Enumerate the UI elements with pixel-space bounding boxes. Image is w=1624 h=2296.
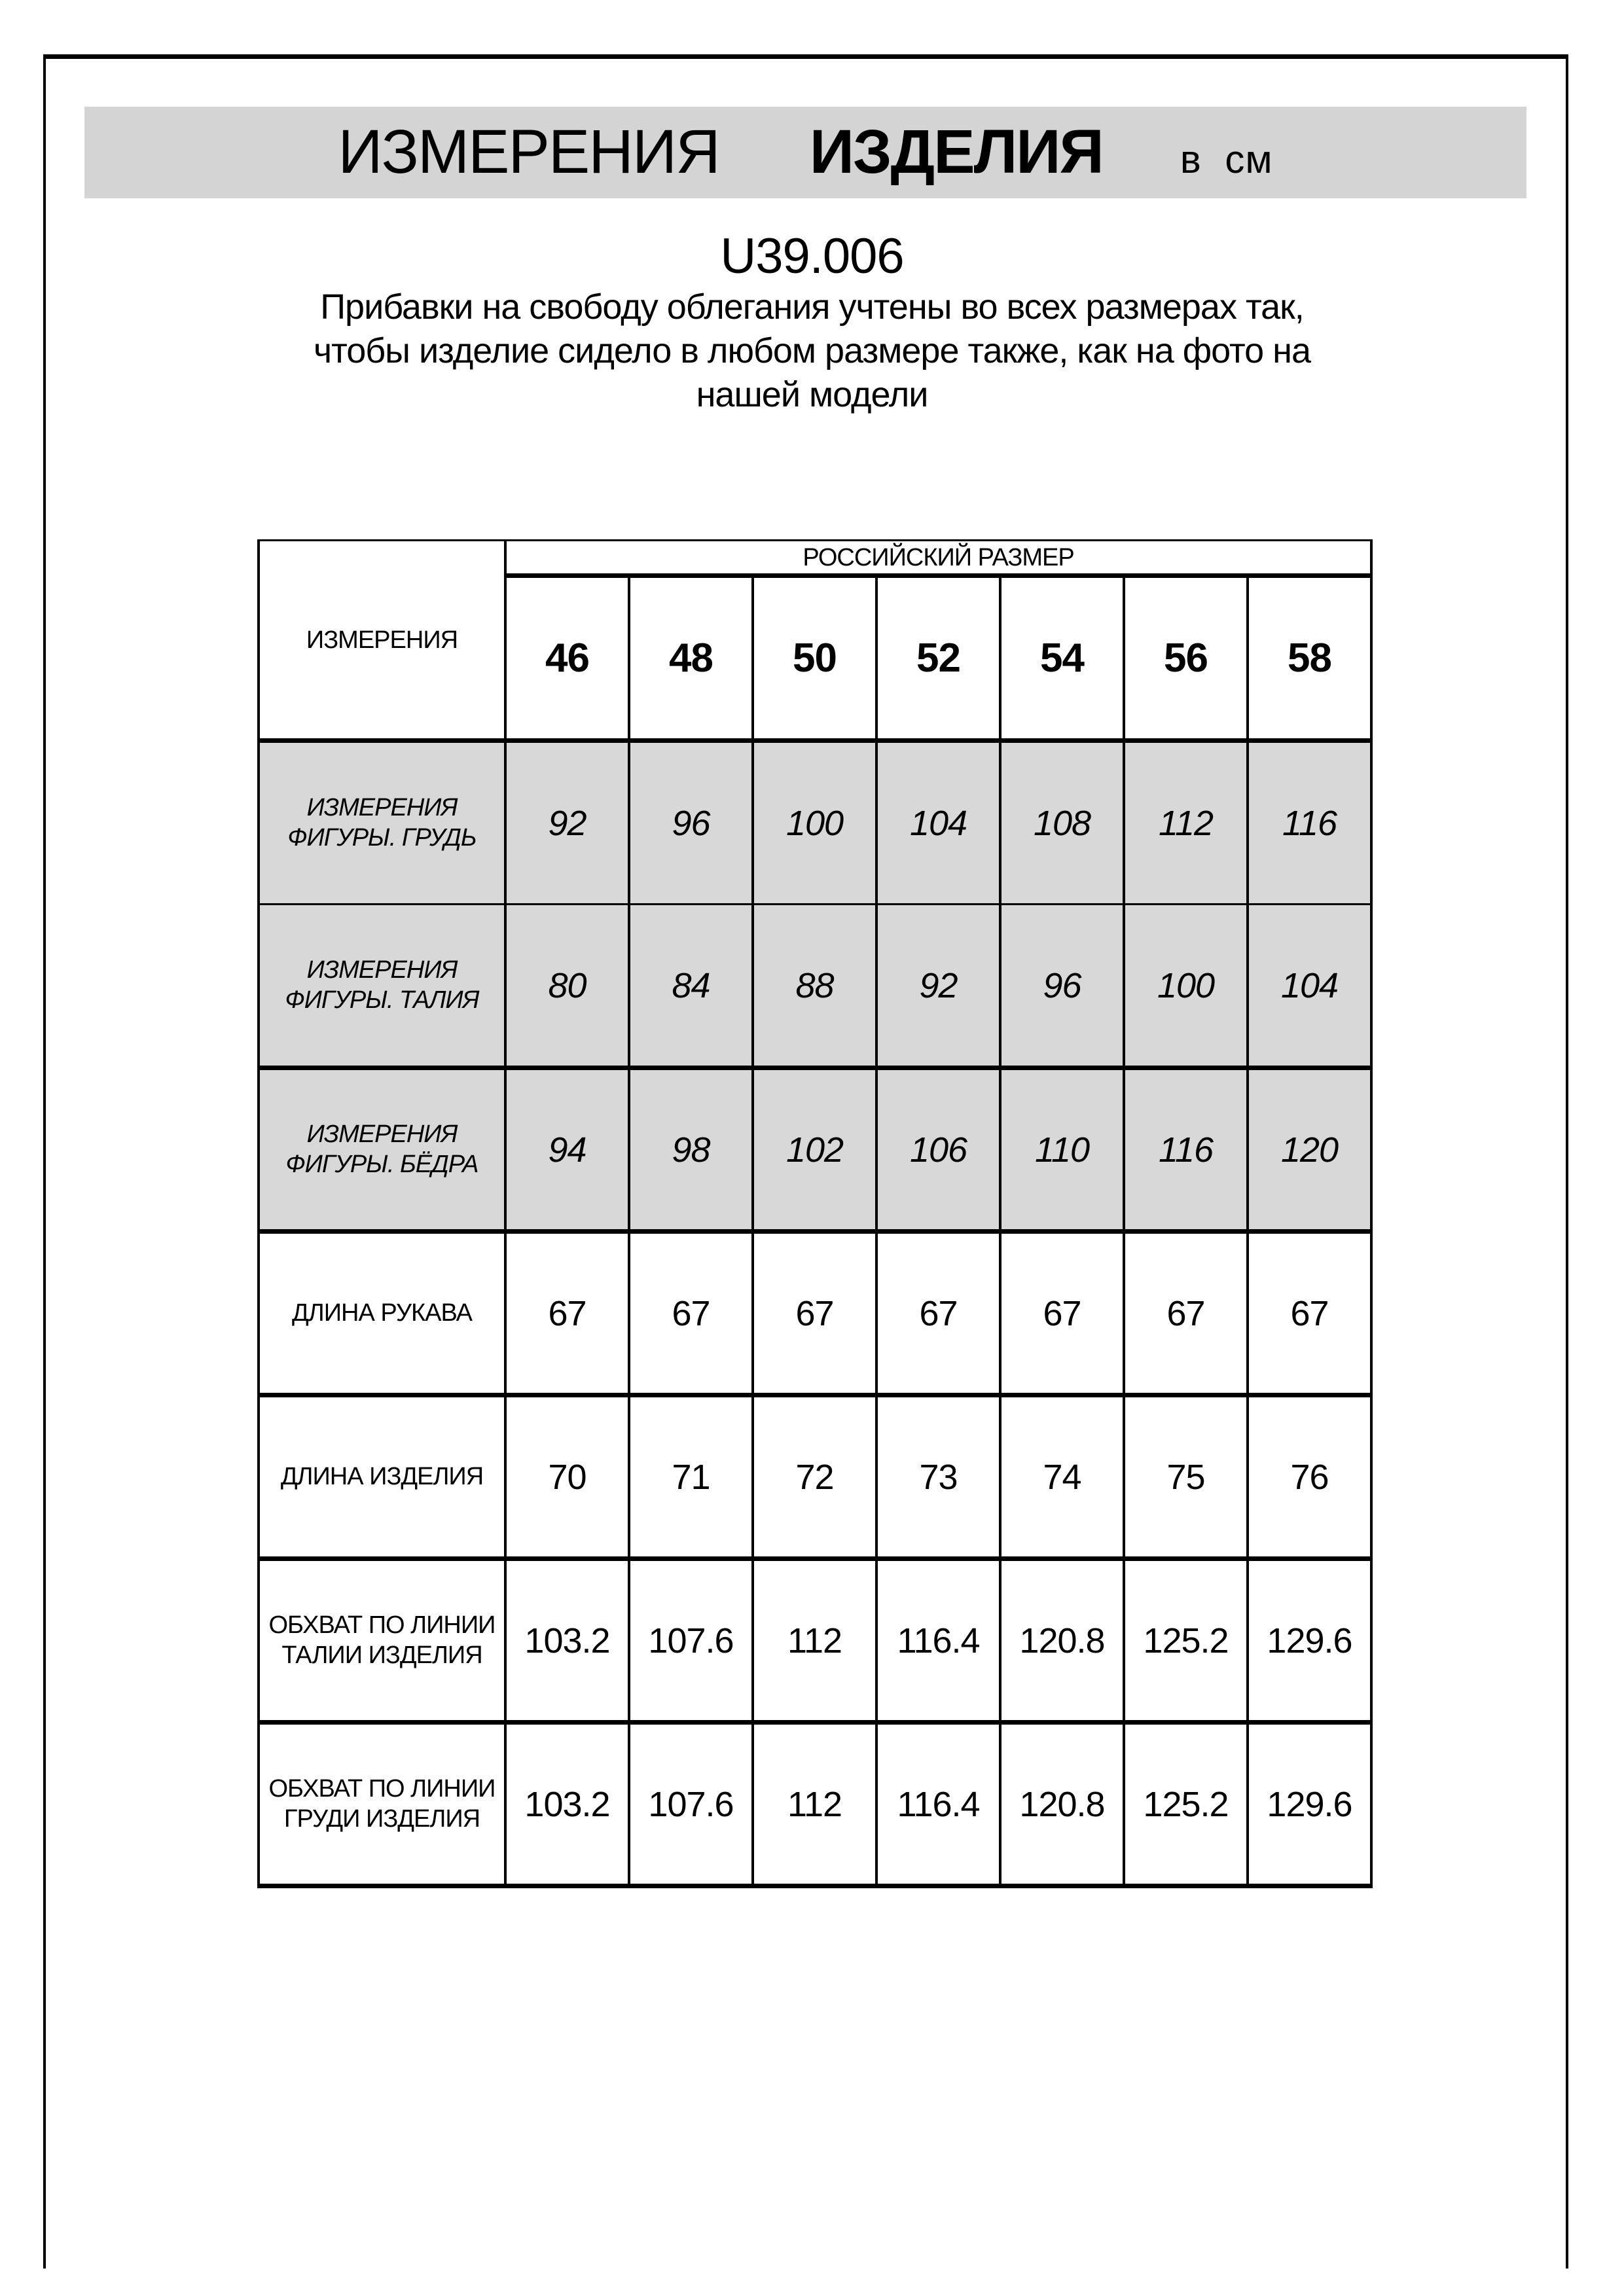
value-cell: 98 <box>629 1068 753 1232</box>
fit-note-line-3: нашей модели <box>696 375 928 414</box>
value-cell: 67 <box>629 1232 753 1395</box>
value-cell: 92 <box>505 741 629 905</box>
value-cell: 74 <box>1000 1395 1124 1559</box>
value-cell: 92 <box>876 905 1000 1068</box>
value-cell: 67 <box>1248 1232 1371 1395</box>
value-cell: 100 <box>753 741 876 905</box>
value-cell: 112 <box>753 1559 876 1723</box>
size-cell: 58 <box>1248 576 1371 741</box>
value-cell: 67 <box>876 1232 1000 1395</box>
value-cell: 112 <box>1124 741 1248 905</box>
value-cell: 112 <box>753 1723 876 1886</box>
size-cell: 54 <box>1000 576 1124 741</box>
value-cell: 103.2 <box>505 1559 629 1723</box>
value-cell: 104 <box>1248 905 1371 1068</box>
value-cell: 129.6 <box>1248 1559 1371 1723</box>
value-cell: 96 <box>629 741 753 905</box>
group-header-cell: РОССИЙСКИЙ РАЗМЕР <box>505 541 1371 576</box>
table-row-item-length <box>259 1395 1371 1559</box>
value-cell: 110 <box>1000 1068 1124 1232</box>
value-cell: 67 <box>505 1232 629 1395</box>
value-cell: 116 <box>1124 1068 1248 1232</box>
value-cell: 103.2 <box>505 1723 629 1886</box>
value-cell: 125.2 <box>1124 1559 1248 1723</box>
value-cell: 120.8 <box>1000 1723 1124 1886</box>
size-cell: 52 <box>876 576 1000 741</box>
product-code: U39.006 <box>720 228 904 284</box>
table-row-sleeve-length <box>259 1232 1371 1395</box>
value-cell: 71 <box>629 1395 753 1559</box>
value-cell: 116 <box>1248 741 1371 905</box>
value-cell: 80 <box>505 905 629 1068</box>
value-cell: 76 <box>1248 1395 1371 1559</box>
value-cell: 108 <box>1000 741 1124 905</box>
value-cell: 102 <box>753 1068 876 1232</box>
row-label: ОБХВАТ ПО ЛИНИИ ТАЛИИ ИЗДЕЛИЯ <box>259 1559 505 1723</box>
value-cell: 120 <box>1248 1068 1371 1232</box>
value-cell: 94 <box>505 1068 629 1232</box>
title-banner <box>84 107 1526 198</box>
value-cell: 84 <box>629 905 753 1068</box>
row-label: ОБХВАТ ПО ЛИНИИ ГРУДИ ИЗДЕЛИЯ <box>259 1723 505 1886</box>
table-row-chest-girth <box>259 1723 1371 1886</box>
value-cell: 129.6 <box>1248 1723 1371 1886</box>
value-cell: 67 <box>1124 1232 1248 1395</box>
fit-note <box>0 285 1624 417</box>
value-cell: 88 <box>753 905 876 1068</box>
value-cell: 116.4 <box>876 1559 1000 1723</box>
corner-header-cell: ИЗМЕРЕНИЯ <box>259 541 505 741</box>
table-row-figure-chest <box>259 741 1371 905</box>
value-cell: 75 <box>1124 1395 1248 1559</box>
value-cell: 67 <box>1000 1232 1124 1395</box>
fit-note-line-2: чтобы изделие сидело в любом размере также, как на фото на <box>313 331 1311 370</box>
row-label: ДЛИНА РУКАВА <box>259 1232 505 1395</box>
value-cell: 107.6 <box>629 1559 753 1723</box>
table-row-waist-girth <box>259 1559 1371 1723</box>
table-row-figure-hips <box>259 1068 1371 1232</box>
row-label: ИЗМЕРЕНИЯ ФИГУРЫ. ТАЛИЯ <box>259 905 505 1068</box>
size-cell: 48 <box>629 576 753 741</box>
value-cell: 107.6 <box>629 1723 753 1886</box>
size-cell: 56 <box>1124 576 1248 741</box>
value-cell: 100 <box>1124 905 1248 1068</box>
value-cell: 106 <box>876 1068 1000 1232</box>
size-cell: 50 <box>753 576 876 741</box>
table-row-figure-waist <box>259 905 1371 1068</box>
page-title-measurements: ИЗМЕРЕНИЯ <box>338 117 719 187</box>
size-cell: 46 <box>505 576 629 741</box>
fit-note-line-1: Прибавки на свободу облегания учтены во всех размерах так, <box>320 287 1304 327</box>
page-title-units: в см <box>1180 137 1273 181</box>
row-label: ИЗМЕРЕНИЯ ФИГУРЫ. ГРУДЬ <box>259 741 505 905</box>
value-cell: 73 <box>876 1395 1000 1559</box>
row-label: ДЛИНА ИЗДЕЛИЯ <box>259 1395 505 1559</box>
row-label: ИЗМЕРЕНИЯ ФИГУРЫ. БЁДРА <box>259 1068 505 1232</box>
value-cell: 72 <box>753 1395 876 1559</box>
table-group-header-row <box>259 541 1371 576</box>
value-cell: 67 <box>753 1232 876 1395</box>
value-cell: 125.2 <box>1124 1723 1248 1886</box>
value-cell: 120.8 <box>1000 1559 1124 1723</box>
value-cell: 96 <box>1000 905 1124 1068</box>
page-title-product: ИЗДЕЛИЯ <box>809 117 1103 187</box>
value-cell: 104 <box>876 741 1000 905</box>
size-table <box>257 539 1373 1888</box>
value-cell: 70 <box>505 1395 629 1559</box>
value-cell: 116.4 <box>876 1723 1000 1886</box>
